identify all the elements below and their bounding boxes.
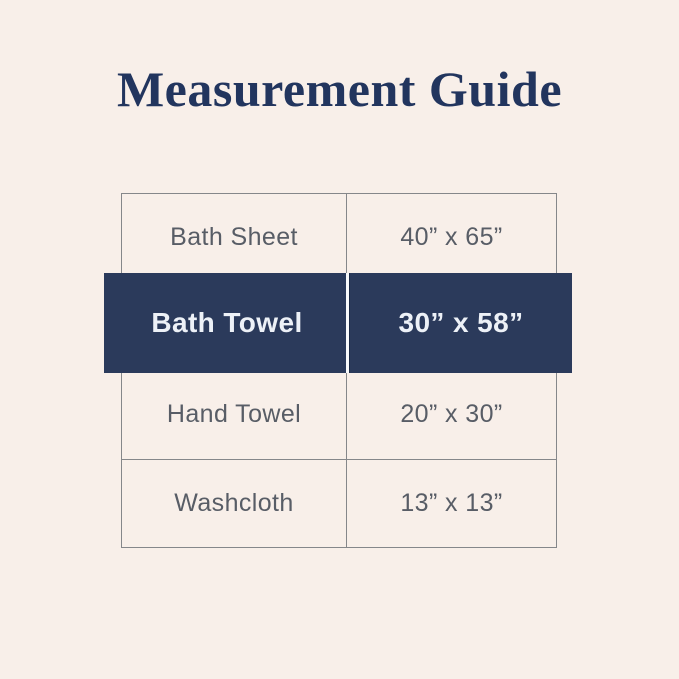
dimensions-cell: 40” x 65” [400,223,503,252]
table-row-hand-towel [122,370,556,459]
table-row-bath-sheet [122,194,556,282]
dimensions-cell: 20” x 30” [400,400,503,429]
table-row-washcloth [122,459,556,548]
highlighted-row-bath-towel [104,273,572,373]
item-name-cell: Bath Sheet [122,194,347,282]
item-name-cell: Hand Towel [122,371,347,459]
page-title: Measurement Guide [116,61,563,117]
dimensions-cell-highlighted: 30” x 58” [398,307,524,338]
title-container [0,58,679,120]
item-name-cell: Washcloth [122,460,347,548]
item-name-cell-highlighted: Bath Towel [151,307,303,338]
dimensions-cell: 13” x 13” [400,488,503,517]
